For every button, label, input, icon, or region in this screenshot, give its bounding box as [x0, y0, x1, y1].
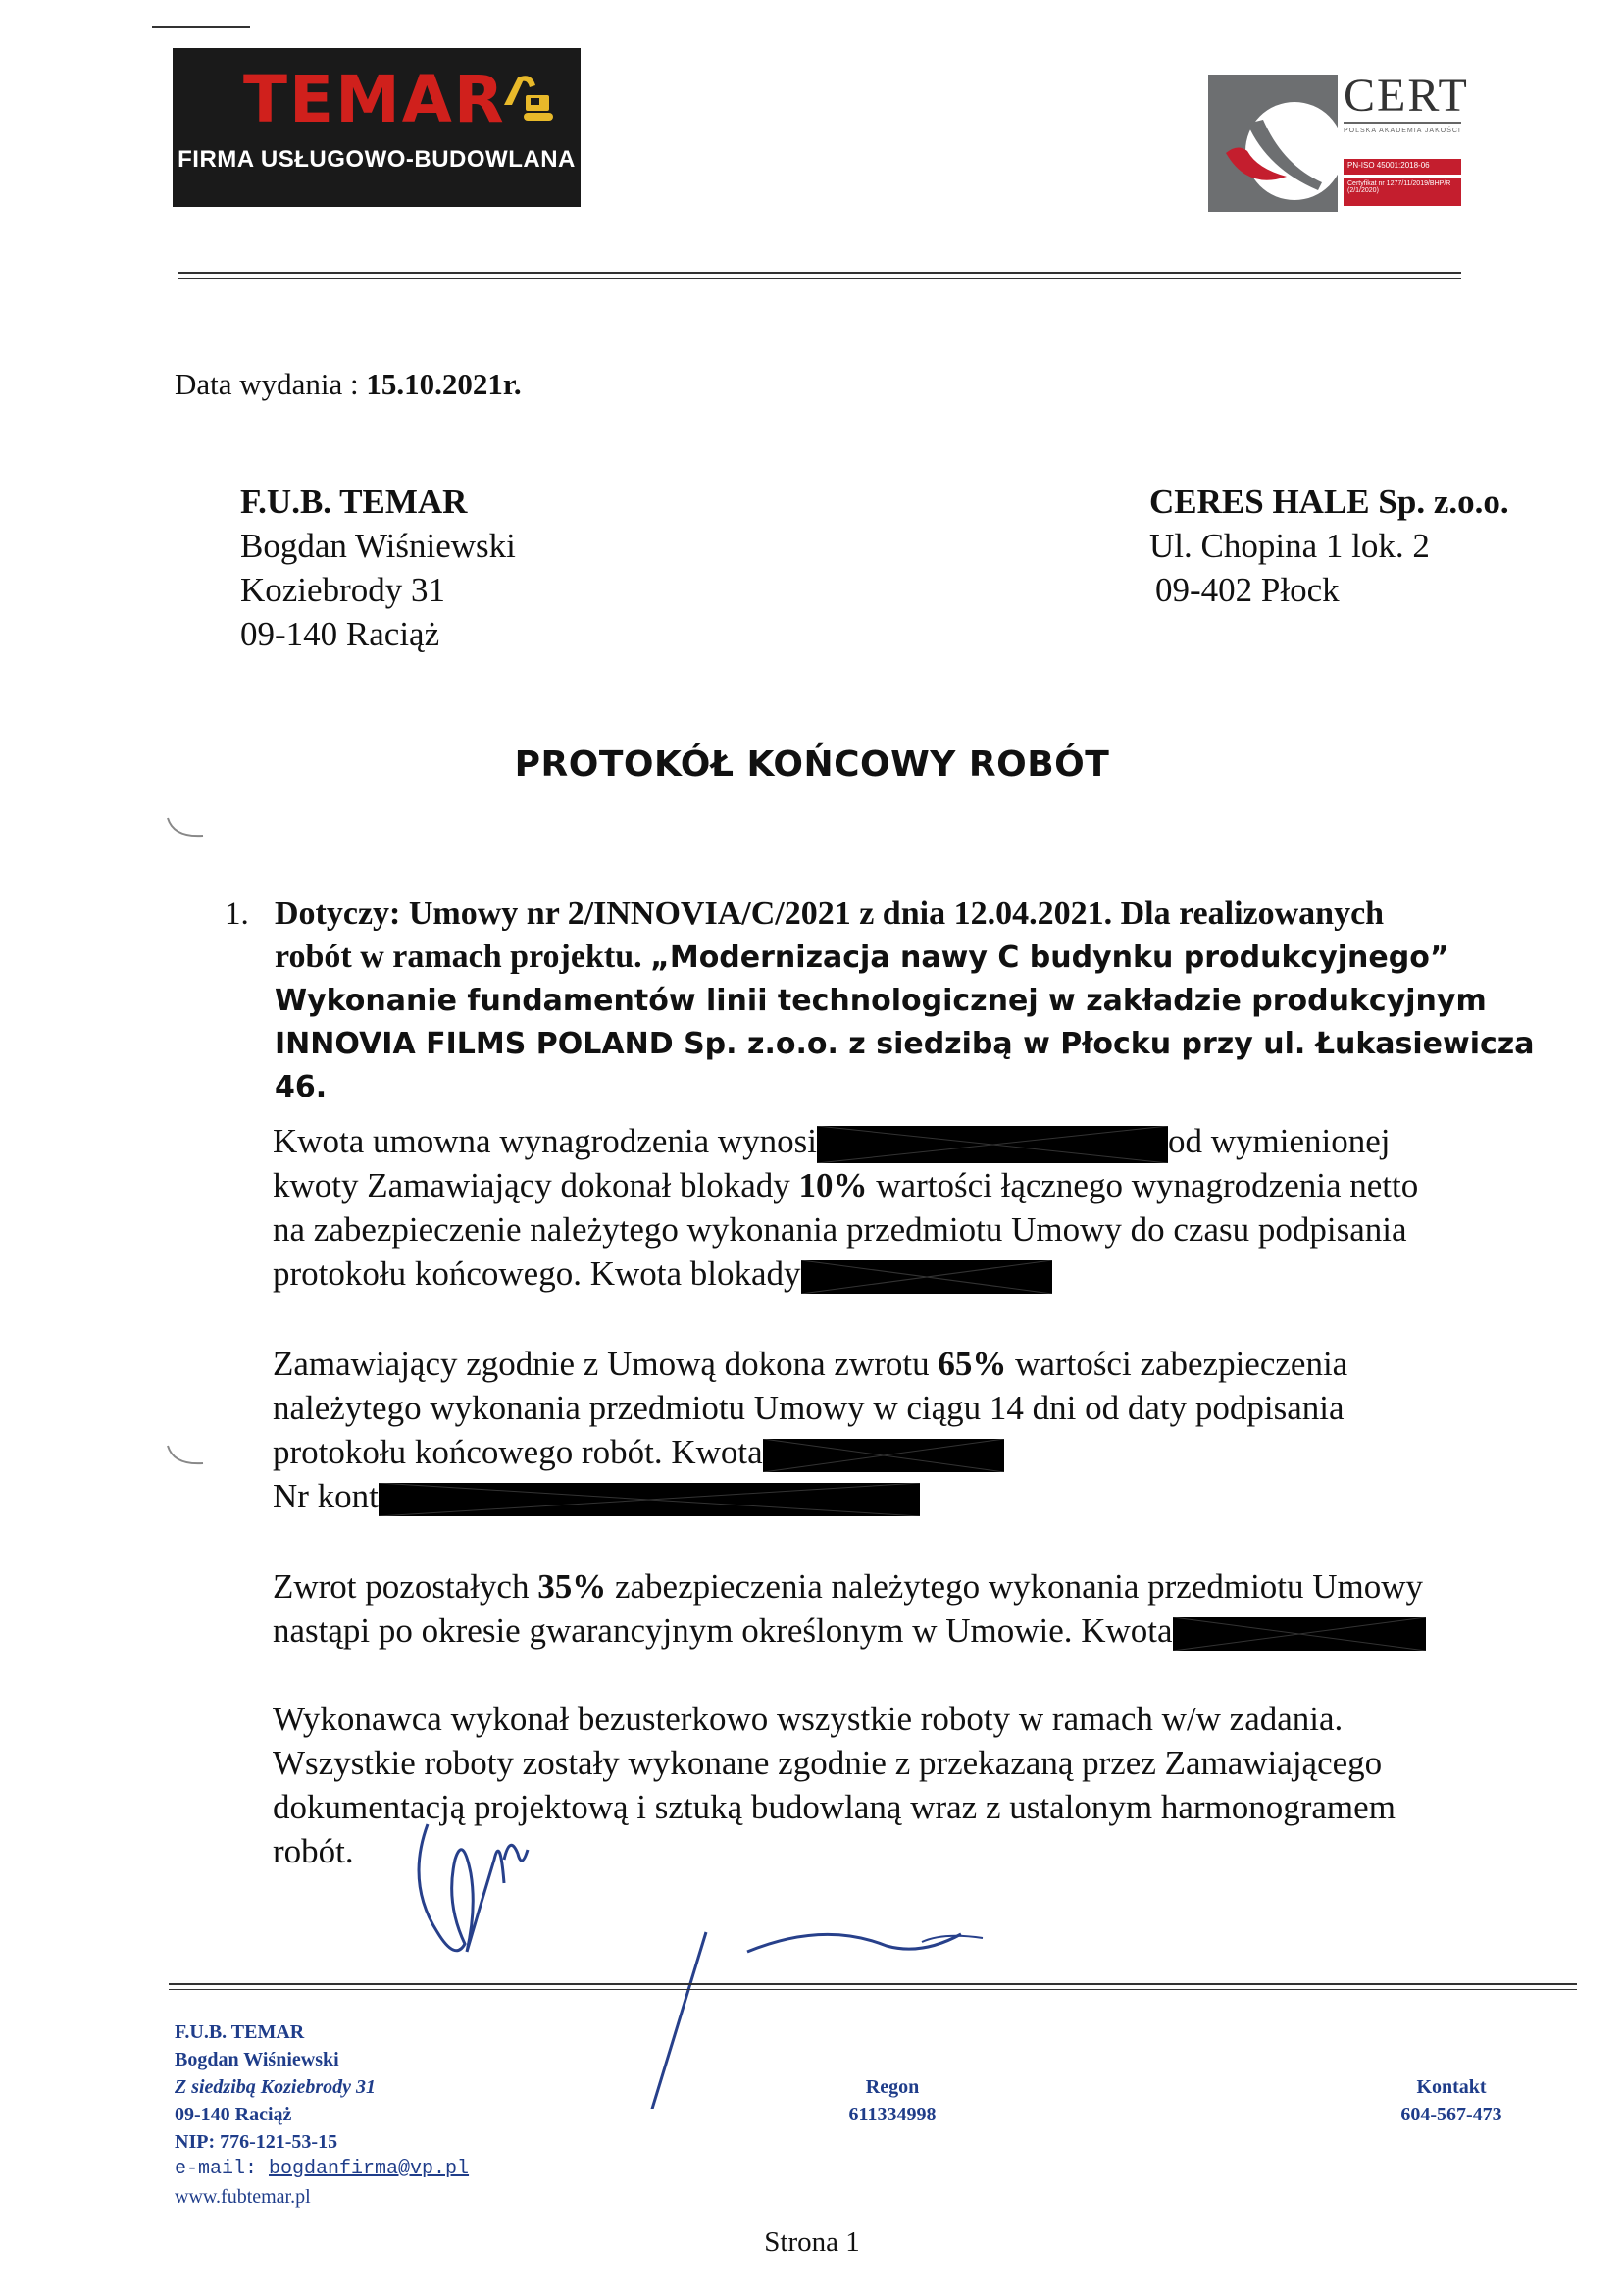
footer-rule [169, 1983, 1577, 1985]
redacted-remaining-amount [1173, 1617, 1426, 1651]
para2-text-b: wartości zabezpieczenia [1006, 1345, 1348, 1383]
footer-rule-thin [169, 1989, 1577, 1990]
cert-badge [1208, 70, 1469, 216]
para4-line2: Wszystkie roboty zostały wykonane zgodnie z przekazaną przez Zamawiającego [273, 1744, 1383, 1782]
recipient-street: Ul. Chopina 1 lok. 2 [1149, 527, 1430, 565]
sender-street: Koziebrody 31 [240, 571, 445, 609]
footer-seat: Z siedzibą Koziebrody 31 [175, 2076, 376, 2098]
para1-text-c: kwoty Zamawiający dokonał blokady [273, 1166, 799, 1204]
para3-text-c: nastąpi po okresie gwarancyjnym określonym w Umowie. Kwota [273, 1611, 1173, 1650]
footer-regon-label: Regon [865, 2076, 920, 2098]
return-35-paragraph [273, 1564, 1587, 1653]
header-rule [178, 272, 1461, 274]
sender-person: Bogdan Wiśniewski [240, 527, 516, 565]
footer-city: 09-140 Raciąż [175, 2104, 292, 2125]
para1-text-b: od wymienionej [1168, 1122, 1391, 1160]
footer-website-link[interactable]: www.fubtemar.pl [175, 2186, 311, 2208]
para1-line1 [273, 1119, 1567, 1163]
recipient-address [1149, 480, 1509, 612]
footer-nip: NIP: 776-121-53-15 [175, 2131, 338, 2153]
document-title: PROTOKÓŁ KOŃCOWY ROBÓT [514, 744, 1110, 785]
item1-line4: INNOVIA FILMS POLAND Sp. z.o.o. z siedzibą w Płocku przy ul. Łukasiewicza 46. [275, 1027, 1535, 1104]
redacted-amount [817, 1126, 1168, 1163]
para2-line1 [273, 1342, 1567, 1386]
handwritten-signature [412, 1814, 1000, 2109]
cert-certificate: Certyfikat nr 1277/11/2019/BHP/R (2/1/2020) [1344, 178, 1461, 206]
excavator-icon [498, 70, 555, 127]
cert-standard: PN-ISO 45001:2018-06 [1344, 159, 1461, 175]
item1-line2a: robót w ramach projektu. [275, 939, 651, 975]
para1-text-d: wartości łącznego wynagrodzenia netto [867, 1166, 1419, 1204]
footer-company-block [175, 2018, 469, 2211]
cert-divider [1344, 122, 1461, 124]
sender-address [240, 480, 516, 656]
return-65-paragraph [273, 1342, 1567, 1518]
para1-text-a: Kwota umowna wynagrodzenia wynosi [273, 1122, 818, 1160]
percent-35: 35% [537, 1567, 607, 1606]
cert-title: CERT [1344, 70, 1469, 122]
para3-text-a: Zwrot pozostałych [273, 1567, 538, 1606]
footer-person: Bogdan Wiśniewski [175, 2049, 339, 2070]
para2-line2: należytego wykonania przedmiotu Umowy w ciągu 14 dni od daty podpisania [273, 1389, 1345, 1427]
page-number: Strona 1 [764, 2226, 860, 2258]
para2-text-c: protokołu końcowego robót. Kwota [273, 1433, 763, 1471]
sender-name: F.U.B. TEMAR [240, 483, 468, 521]
redacted-block-amount [801, 1260, 1052, 1294]
recipient-city: 09-402 Płock [1155, 571, 1340, 609]
binder-hole-mark [164, 814, 211, 843]
footer-email-link[interactable]: bogdanfirma@vp.pl [269, 2158, 470, 2180]
para2-text-a: Zamawiający zgodnie z Umową dokona zwrotu [273, 1345, 939, 1383]
footer-company: F.U.B. TEMAR [175, 2021, 305, 2043]
para4-line3: dokumentacją projektową i sztuką budowlaną wraz z ustalonym harmonogramem [273, 1788, 1396, 1826]
footer-contact-block [1353, 2073, 1549, 2128]
sender-city: 09-140 Raciąż [240, 615, 440, 653]
item1-subject [275, 892, 1569, 1109]
account-number-label: Nr kont [273, 1477, 379, 1515]
item1-line3: Wykonanie fundamentów linii technologicznej w zakładzie produkcyjnym [275, 984, 1487, 1018]
cert-org: POLSKA AKADEMIA JAKOŚCI [1344, 128, 1461, 134]
footer-regon-value: 611334998 [848, 2104, 937, 2125]
item-number: 1. [225, 896, 249, 932]
redacted-account-number [379, 1483, 920, 1516]
percent-10: 10% [798, 1166, 868, 1204]
logo-brand-text: TEMAR [243, 62, 506, 137]
para3-text-b: zabezpieczenia należytego wykonania przedmiotu Umowy [606, 1567, 1424, 1606]
para3-line1 [273, 1564, 1587, 1608]
para1-text-e: protokołu końcowego. Kwota blokady [273, 1254, 801, 1293]
issue-date [175, 367, 522, 402]
issue-date-value: 15.10.2021r. [366, 367, 522, 401]
temar-logo [173, 48, 581, 207]
para1-line2 [273, 1163, 1567, 1207]
footer-email-line [175, 2156, 469, 2183]
para2-line4 [273, 1474, 1567, 1518]
redacted-return-amount [763, 1439, 1004, 1472]
issue-date-label: Data wydania : [175, 367, 367, 401]
recipient-name: CERES HALE Sp. z.o.o. [1149, 483, 1509, 521]
para2-line3 [273, 1430, 1567, 1474]
cert-q-icon [1208, 75, 1338, 212]
footer-regon-block [785, 2073, 1000, 2128]
para4-line1: Wykonawca wykonał bezusterkowo wszystkie roboty w ramach w/w zadania. [273, 1700, 1344, 1738]
footer-contact-label: Kontakt [1416, 2076, 1487, 2098]
binder-hole-mark-2 [164, 1442, 211, 1471]
logo-subtitle: FIRMA USŁUGOWO-BUDOWLANA [178, 146, 576, 173]
footer-email-label: e-mail: [175, 2158, 270, 2180]
contract-amount-paragraph [273, 1119, 1567, 1296]
percent-65: 65% [938, 1345, 1007, 1383]
para4-line4: robót. [273, 1832, 354, 1870]
item1-line2 [275, 936, 1569, 980]
top-margin-line [152, 26, 250, 28]
item1-line1: Dotyczy: Umowy nr 2/INNOVIA/C/2021 z dnia 12.04.2021. Dla realizowanych [275, 895, 1385, 932]
footer-contact-value: 604-567-473 [1400, 2104, 1502, 2125]
header-rule-thin [178, 278, 1461, 279]
para1-line4 [273, 1251, 1567, 1296]
para1-line3: na zabezpieczenie należytego wykonania przedmiotu Umowy do czasu podpisania [273, 1210, 1407, 1249]
para3-line2 [273, 1608, 1587, 1653]
item1-project-name: „Modernizacja nawy C budynku produkcyjnego” [650, 941, 1449, 975]
